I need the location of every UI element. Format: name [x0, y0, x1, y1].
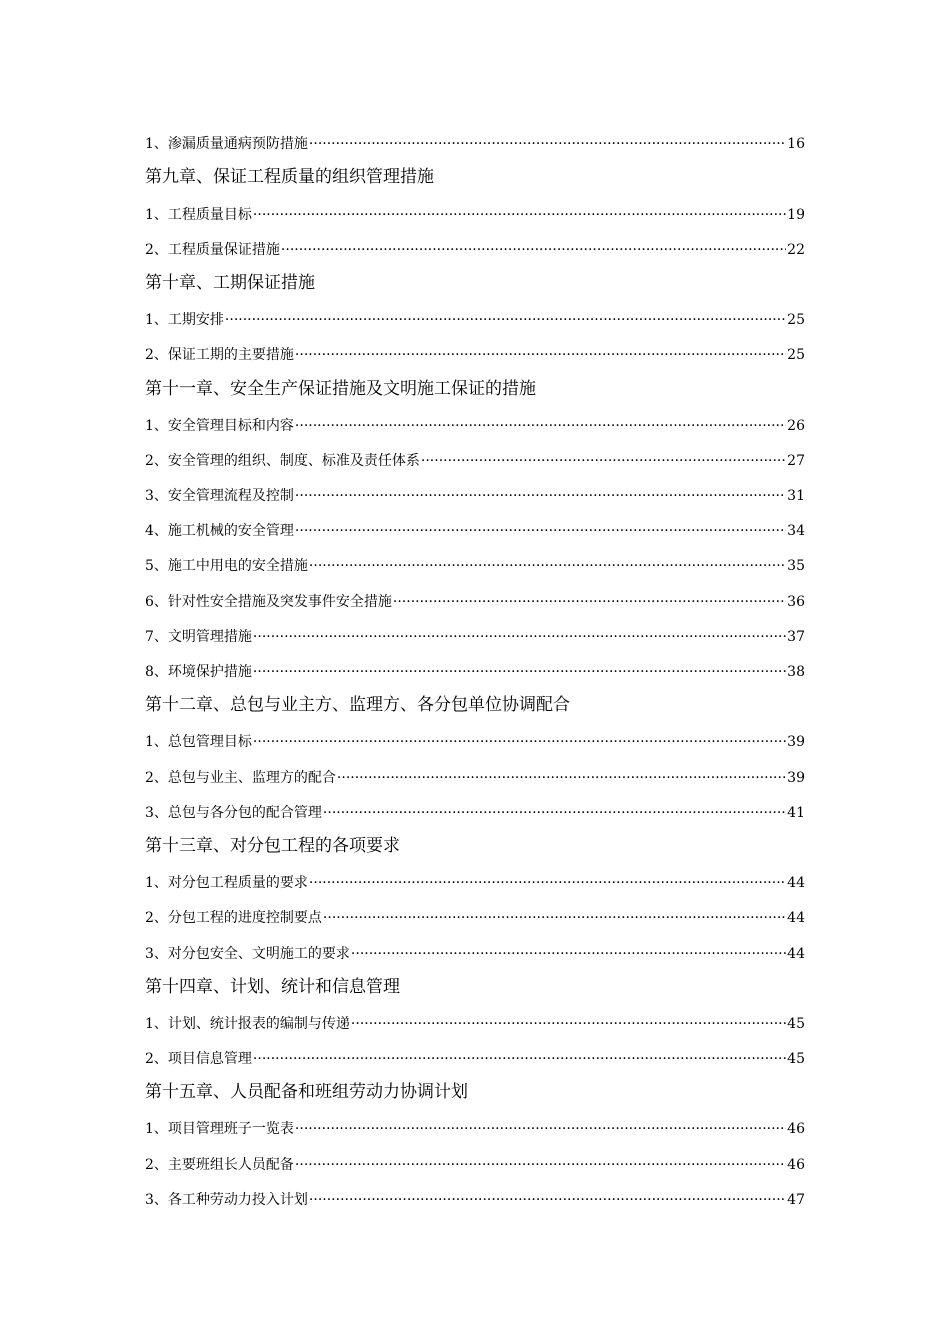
toc-entry[interactable] [145, 717, 805, 752]
toc-entry[interactable] [145, 541, 805, 576]
toc-entry[interactable] [145, 471, 805, 506]
toc-page-number: 41 [787, 804, 805, 821]
toc-entry[interactable] [145, 647, 805, 682]
toc-entry[interactable] [145, 576, 805, 611]
toc-entry[interactable] [145, 612, 805, 647]
toc-page-number: 38 [787, 664, 805, 680]
toc-entry[interactable] [145, 893, 805, 928]
toc-dot-leader [421, 451, 786, 471]
toc-dot-leader [337, 768, 786, 788]
toc-page-number: 16 [787, 136, 805, 153]
toc-entry[interactable] [145, 330, 805, 365]
toc-entry[interactable] [145, 119, 805, 154]
toc-entry-title: 2、安全管理的组织、制度、标准及责任体系 [145, 452, 420, 469]
toc-entry[interactable] [145, 1104, 805, 1139]
toc-entry[interactable] [145, 225, 805, 260]
toc-entry-title: 3、总包与各分包的配合管理 [145, 804, 322, 821]
toc-page-number: 46 [787, 1156, 805, 1173]
toc-page-number: 19 [787, 206, 805, 223]
toc-dot-leader [323, 908, 786, 928]
toc-dot-leader [351, 944, 786, 964]
toc-page-number: 36 [787, 593, 805, 610]
toc-chapter-heading: 第十一章、安全生产保证措施及文明施工保证的措施 [145, 378, 536, 399]
toc-page-number: 25 [787, 312, 805, 329]
toc-dot-leader [295, 416, 786, 436]
toc-page-number: 35 [787, 558, 805, 575]
toc-entry[interactable] [145, 1175, 805, 1210]
toc-chapter-heading: 第十四章、计划、统计和信息管理 [145, 976, 400, 997]
toc-entry-title: 6、针对性安全措施及突发事件安全措施 [145, 593, 392, 610]
toc-entry[interactable] [145, 858, 805, 893]
toc-entry-title: 4、施工机械的安全管理 [145, 523, 294, 540]
toc-page-number: 37 [787, 628, 805, 645]
toc-dot-leader [309, 134, 786, 154]
toc-entry[interactable] [145, 189, 805, 224]
toc-page-number: 31 [787, 488, 805, 505]
toc-dot-leader [225, 310, 786, 330]
toc-entry-title: 2、工程质量保证措施 [145, 241, 280, 258]
toc-dot-leader [253, 732, 786, 752]
toc-entry-title: 2、总包与业主、监理方的配合 [145, 769, 336, 786]
toc-entry-title: 1、工期安排 [145, 312, 224, 329]
toc-page-number: 39 [787, 769, 805, 786]
toc-dot-leader [295, 1155, 786, 1175]
toc-page-number: 44 [787, 875, 805, 892]
toc-dot-leader [295, 486, 786, 506]
toc-entry-title: 2、分包工程的进度控制要点 [145, 910, 322, 927]
toc-entry[interactable] [145, 752, 805, 787]
toc-dot-leader [281, 240, 786, 260]
toc-entry[interactable] [145, 436, 805, 471]
toc-dot-leader [253, 205, 786, 225]
toc-entry[interactable] [145, 506, 805, 541]
toc-chapter-heading: 第十三章、对分包工程的各项要求 [145, 835, 400, 856]
toc-dot-leader [295, 345, 786, 365]
toc-entry-title: 1、项目管理班子一览表 [145, 1121, 294, 1138]
toc-entry-title: 2、主要班组长人员配备 [145, 1156, 294, 1173]
toc-page-number: 27 [787, 452, 805, 469]
toc-entry[interactable] [145, 295, 805, 330]
toc-page-number: 47 [787, 1191, 805, 1208]
toc-page-number: 45 [787, 1015, 805, 1032]
toc-entry-title: 3、安全管理流程及控制 [145, 488, 294, 505]
toc-page-number: 25 [787, 347, 805, 364]
toc-chapter-heading: 第十二章、总包与业主方、监理方、各分包单位协调配合 [145, 695, 570, 716]
toc-dot-leader [253, 662, 786, 682]
toc-entry[interactable] [145, 999, 805, 1034]
toc-dot-leader [253, 627, 786, 647]
toc-entry[interactable] [145, 788, 805, 823]
toc-entry-title: 2、项目信息管理 [145, 1051, 252, 1068]
toc-entry[interactable] [145, 401, 805, 436]
toc-page-number: 44 [787, 910, 805, 927]
toc-dot-leader [393, 592, 786, 612]
toc-entry-title: 1、总包管理目标 [145, 734, 252, 751]
toc-dot-leader [295, 521, 786, 541]
toc-chapter-heading: 第十章、工期保证措施 [145, 272, 315, 293]
toc-entry-title: 1、渗漏质量通病预防措施 [145, 136, 308, 153]
toc-dot-leader [323, 803, 786, 823]
toc-page-number: 34 [787, 523, 805, 540]
toc-entry-title: 3、对分包安全、文明施工的要求 [145, 945, 350, 962]
toc-entry[interactable] [145, 1139, 805, 1174]
toc-entry-title: 1、对分包工程质量的要求 [145, 875, 308, 892]
toc-entry-title: 5、施工中用电的安全措施 [145, 558, 308, 575]
toc-page-number: 46 [787, 1121, 805, 1138]
toc-page-number: 39 [787, 734, 805, 751]
toc-dot-leader [309, 1190, 786, 1210]
toc-dot-leader [295, 1119, 786, 1139]
toc-dot-leader [351, 1014, 786, 1034]
toc-entry[interactable] [145, 1034, 805, 1069]
toc-dot-leader [309, 873, 786, 893]
toc-entry-title: 7、文明管理措施 [145, 628, 252, 645]
toc-page-number: 45 [787, 1051, 805, 1068]
toc-entry-title: 8、环境保护措施 [145, 664, 252, 680]
toc-chapter-heading: 第九章、保证工程质量的组织管理措施 [145, 167, 434, 188]
toc-entry[interactable] [145, 928, 805, 963]
toc-page-number: 26 [787, 417, 805, 434]
toc-dot-leader [253, 1049, 786, 1069]
toc-page-number: 22 [787, 241, 805, 258]
toc-entry-title: 1、安全管理目标和内容 [145, 417, 294, 434]
toc-entry-title: 3、各工种劳动力投入计划 [145, 1191, 308, 1208]
toc-entry-title: 1、工程质量目标 [145, 206, 252, 223]
table-of-contents [145, 119, 805, 1210]
toc-entry-title: 1、计划、统计报表的编制与传递 [145, 1015, 350, 1032]
toc-dot-leader [309, 556, 786, 576]
toc-page-number: 44 [787, 945, 805, 962]
toc-chapter-heading: 第十五章、人员配备和班组劳动力协调计划 [145, 1082, 468, 1103]
toc-entry-title: 2、保证工期的主要措施 [145, 347, 294, 364]
